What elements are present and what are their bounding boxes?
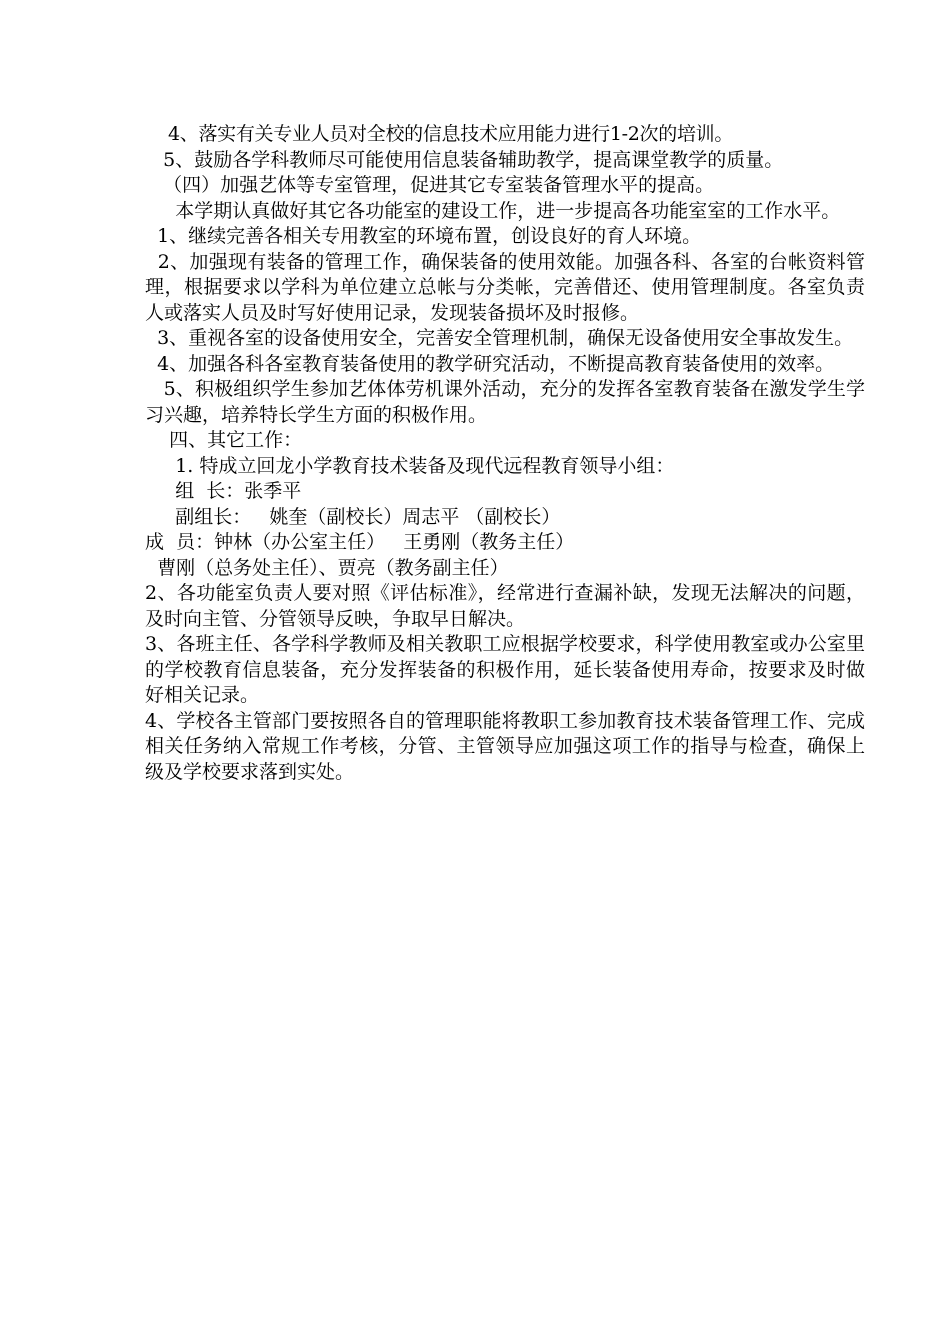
members-line (145, 556, 865, 582)
document-body (145, 122, 865, 785)
paragraph (145, 250, 865, 327)
paragraph-indent (145, 480, 175, 502)
paragraph-indent (145, 378, 164, 400)
paragraph-indent (145, 353, 157, 375)
paragraph (145, 326, 865, 352)
paragraph (145, 148, 865, 174)
paragraph-text: 5、鼓励各学科教师尽可能使用信息装备辅助教学，提高课堂教学的质量。 (163, 148, 784, 171)
paragraph-text: 2、加强现有装备的管理工作，确保装备的使用效能。加强各科、各室的台帐资料管理，根据要求以学科为单位建立总帐与分类帐，完善借还、使用管理制度。各室负责人或落实人员及时写好使用记录，发现装备损坏及时报修。 (145, 250, 865, 324)
paragraph-indent (145, 251, 158, 273)
paragraph (145, 224, 865, 250)
paragraph-indent (145, 455, 175, 477)
paragraph-text: 4、加强各科各室教育装备使用的教学研究活动，不断提高教育装备使用的效率。 (157, 352, 835, 375)
paragraph (145, 377, 865, 428)
paragraph-indent (145, 506, 175, 528)
paragraph-indent (145, 557, 157, 579)
paragraph-indent (145, 429, 169, 451)
paragraph-text: 3、各班主任、各学科学教师及相关教职工应根据学校要求，科学使用教室或办公室里的学校教育信息装备，充分发挥装备的积极作用，延长装备使用寿命，按要求及时做好相关记录。 (145, 633, 865, 706)
paragraph-text: 4、学校各主管部门要按照各自的管理职能将教职工参加教育技术装备管理工作、完成相关任务纳入常规工作考核，分管、主管领导应加强这项工作的指导与检查，确保上级及学校要求落到实处。 (145, 709, 865, 783)
leader-line (145, 479, 865, 505)
paragraph-indent (145, 149, 163, 171)
paragraph-indent (145, 123, 168, 145)
paragraph-text: 1. 特成立回龙小学教育技术装备及现代远程教育领导小组： (175, 454, 675, 477)
paragraph (145, 454, 865, 480)
paragraph-text: 本学期认真做好其它各功能室的建设工作，进一步提高各功能室室的工作水平。 (175, 199, 841, 222)
paragraph-text: 副组长： 姚奎（副校长）周志平 （副校长） (175, 505, 561, 528)
paragraph (145, 632, 865, 709)
paragraph-text: 组 长：张季平 (175, 480, 302, 502)
paragraph-text: 成 员：钟林（办公室主任） 王勇刚（教务主任） (145, 531, 575, 553)
paragraph (145, 122, 865, 148)
paragraph-indent (145, 327, 157, 349)
paragraph-text: 2、各功能室负责人要对照《评估标准》，经常进行查漏补缺，发现无法解决的问题，及时向主管、分管领导反映，争取早日解决。 (145, 582, 865, 630)
paragraph-text: （四）加强艺体等专室管理，促进其它专室装备管理水平的提高。 (163, 174, 715, 196)
paragraph-indent (145, 225, 157, 247)
paragraph-text: 曹刚（总务处主任）、贾亮（教务副主任） (157, 556, 509, 579)
paragraph (145, 581, 865, 632)
section-heading (145, 173, 865, 199)
paragraph-text: 3、重视各室的设备使用安全，完善安全管理机制，确保无设备使用安全事故发生。 (157, 327, 854, 349)
deputy-leader-line (145, 505, 865, 531)
paragraph (145, 199, 865, 225)
paragraph-text: 1、继续完善各相关专用教室的环境布置，创设良好的育人环境。 (157, 225, 702, 247)
section-heading (145, 428, 865, 454)
paragraph (145, 352, 865, 378)
paragraph-text: 5、积极组织学生参加艺体体劳机课外活动，充分的发挥各室教育装备在激发学生学习兴趣，培养特长学生方面的积极作用。 (145, 378, 866, 426)
paragraph-indent (145, 174, 163, 196)
paragraph-text: 4、落实有关专业人员对全校的信息技术应用能力进行1-2次的培训。 (167, 123, 734, 145)
paragraph (145, 709, 865, 786)
paragraph-text: 四、其它工作： (169, 429, 303, 451)
members-line (145, 530, 865, 556)
paragraph-indent (145, 200, 175, 222)
